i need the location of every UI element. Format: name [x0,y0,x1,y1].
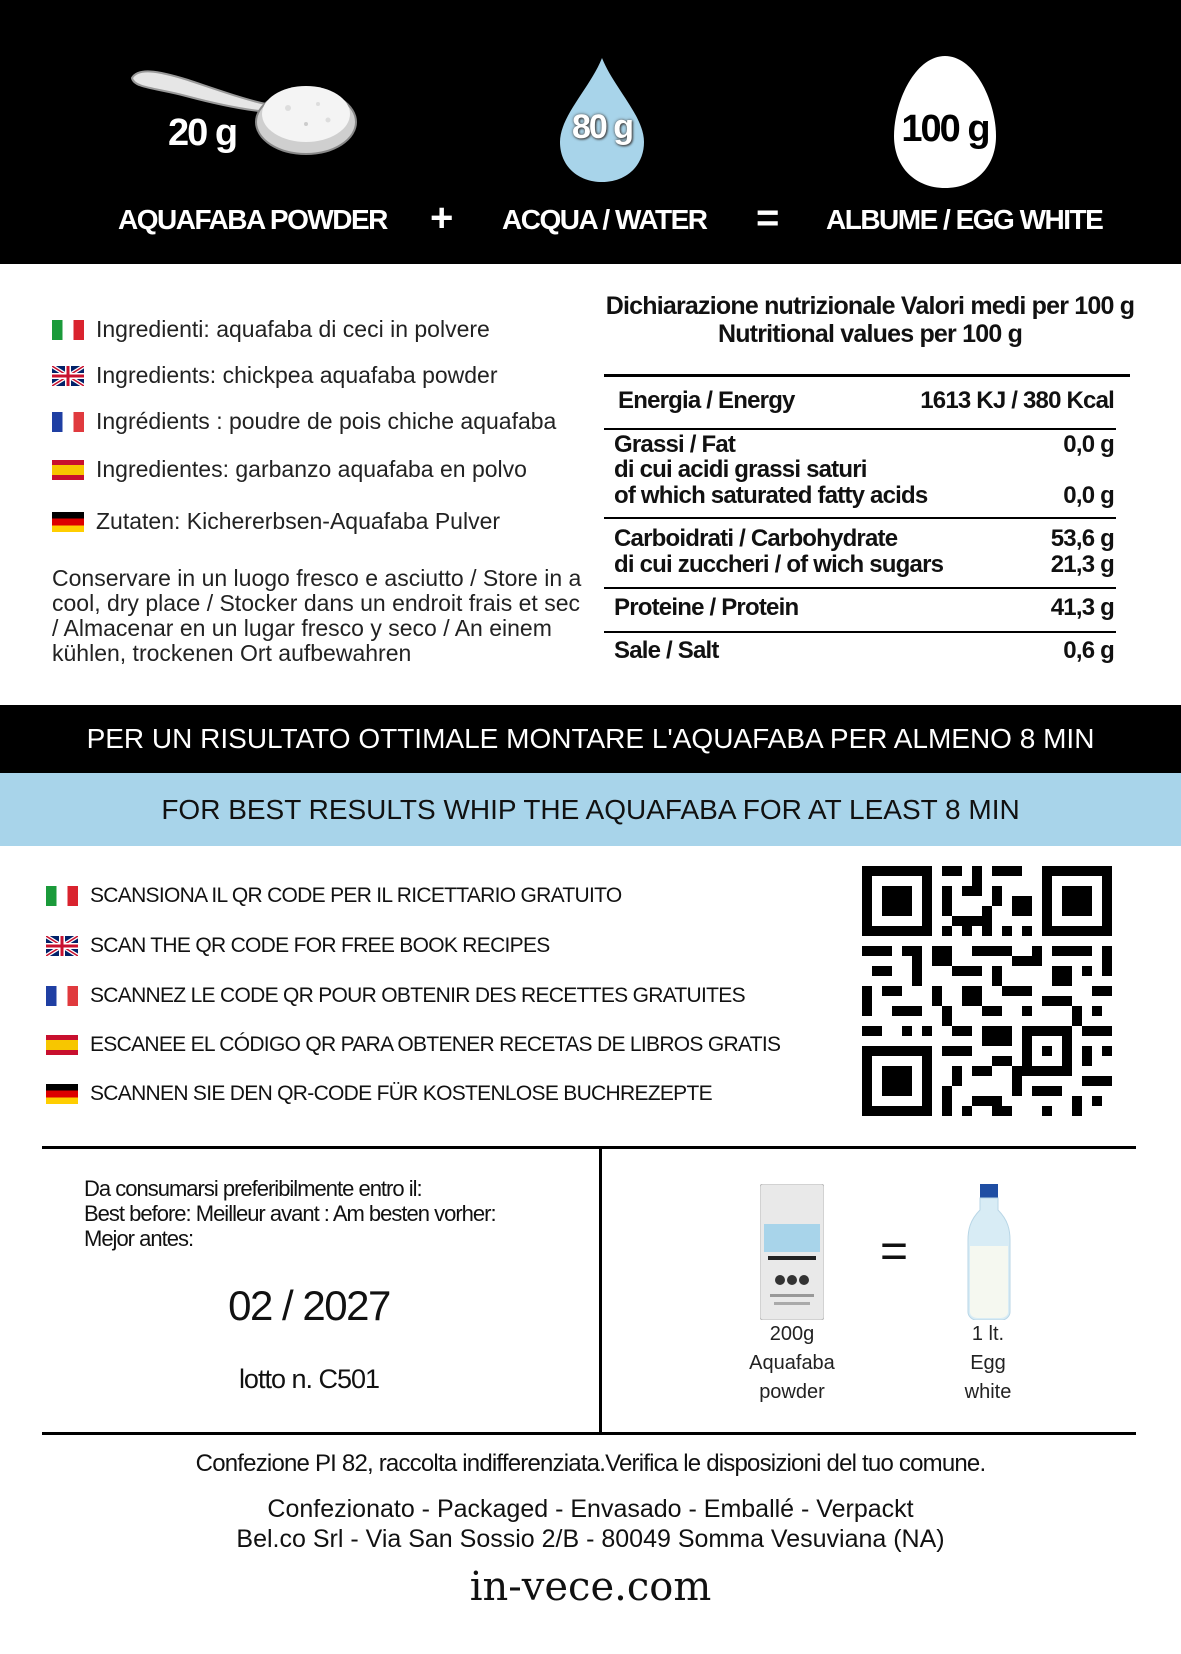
qr-line-fr [46,984,745,1008]
packager-address: Bel.co Srl - Via San Sossio 2/B - 80049 Somma Vesuviana (NA) [236,1525,945,1553]
nutrient-label: of which saturated fatty acids [614,482,928,509]
caption-line: Aquafaba [749,1352,835,1374]
storage-instructions [52,566,612,666]
ingredient-row-it [52,316,490,343]
water-amount: 80 g [571,108,633,146]
ingredient-text: Zutaten: Kichererbsen-Aquafaba Pulver [96,508,501,534]
nutrient-value: 41,3 g [1050,594,1114,621]
ingredient-text: Ingredientes: garbanzo aquafaba en polvo [96,456,527,482]
bag-caption [730,1320,854,1407]
ingredient-row-fr [52,408,556,435]
plus-sign: + [430,196,454,240]
qr-line-text: ESCANEE EL CÓDIGO QR PARA OBTENER RECETAS DE LIBROS GRATIS [90,1033,781,1056]
powder-label: AQUAFABA POWDER [118,204,387,235]
packager-info [0,1494,1181,1554]
qr-line-de [46,1082,712,1106]
caption-line: white [964,1381,1012,1403]
nutrient-label: di cui acidi grassi saturi [614,456,867,483]
caption-line: 1 lt. [971,1323,1005,1345]
qr-line-en [46,934,550,958]
nutrition-title-line: Dichiarazione nutrizionale Valori medi per 100 g [605,292,1135,320]
egg-label: ALBUME / EGG WHITE [826,204,1103,235]
storage-line: / Almacenar en un lugar fresco y seco / An einem [52,615,552,641]
website-link[interactable]: in-vece.com [469,1564,712,1610]
nutrient-label: Energia / Energy [618,387,795,414]
best-before-line: Mejor antes: [84,1226,194,1251]
best-before-date: 02 / 2027 [228,1282,390,1329]
best-before-label [84,1176,496,1251]
packager-line: Confezionato - Packaged - Envasado - Emballé - Verpackt [267,1495,914,1523]
best-before-line: Da consumarsi preferibilmente entro il: [84,1176,422,1201]
nutrient-label: Sale / Salt [614,637,719,664]
ingredient-row-en [52,362,498,389]
nutrition-title [590,292,1150,348]
ingredient-row-es [52,456,527,483]
egg-amount: 100 g [901,108,989,150]
nutrient-value: 21,3 g [1050,551,1114,578]
aquafaba-bag-icon [760,1184,824,1320]
flag-fr-icon [52,412,84,432]
water-label: ACQUA / WATER [502,204,707,235]
nutrient-value: 0,0 g [1063,431,1114,458]
ingredient-text: Ingredients: chickpea aquafaba powder [96,362,498,388]
qr-line-text: SCANSIONA IL QR CODE PER IL RICETTARIO GRATUITO [90,884,622,907]
nutrient-value: 0,6 g [1063,637,1114,664]
nutrient-label: Proteine / Protein [614,594,799,621]
bottle-caption [940,1320,1036,1407]
storage-line: cool, dry place / Stocker dans un endroit frais et sec [52,590,580,616]
flag-es-icon [46,1035,78,1055]
caption-line: Egg [970,1352,1006,1374]
qr-line-text: SCANNEZ LE CODE QR POUR OBTENIR DES RECETTES GRATUITES [90,984,745,1007]
table-rule [604,517,1116,519]
spoon-icon [128,64,368,164]
best-before-line: Best before: Meilleur avant : Am besten vorher: [84,1201,496,1226]
nutrient-value: 1613 KJ / 380 Kcal [920,387,1114,414]
flag-de-icon [52,512,84,532]
nutrient-value: 53,6 g [1050,525,1114,552]
ingredient-row-de [52,508,500,535]
lot-number: lotto n. C501 [238,1364,380,1394]
qr-code-icon[interactable] [862,866,1112,1116]
ingredient-text: Ingredienti: aquafaba di ceci in polvere [96,316,490,342]
flag-es-icon [52,460,84,480]
powder-amount: 20 g [168,112,237,154]
formula-banner [0,0,1181,264]
ingredient-text: Ingrédients : poudre de pois chiche aquafaba [96,408,557,434]
milk-bottle-icon [966,1184,1012,1320]
storage-line: Conservare in un luogo fresco e asciutto / Store in a [52,565,582,591]
recycling-note: Confezione PI 82, raccolta indifferenziata.Verifica le disposizioni del tuo comune. [195,1450,986,1477]
qr-line-es [46,1033,780,1057]
equals-sign: = [880,1225,909,1278]
storage-line: kühlen, trockenen Ort aufbewahren [52,640,412,666]
nutrient-label: Carboidrati / Carbohydrate [614,525,898,552]
flag-de-icon [46,1084,78,1104]
nutrient-label: di cui zuccheri / of wich sugars [614,551,944,578]
table-rule [604,428,1116,430]
flag-it-icon [52,320,84,340]
nutrition-title-line: Nutritional values per 100 g [717,320,1023,348]
flag-uk-icon [46,936,78,956]
divider [42,1432,1136,1435]
nutrient-label: Grassi / Fat [614,431,736,458]
flag-fr-icon [46,986,78,1006]
nutrient-value: 0,0 g [1063,482,1114,509]
qr-line-it [46,884,621,908]
table-rule [604,631,1116,633]
flag-it-icon [46,886,78,906]
table-rule [604,374,1130,377]
divider [42,1146,1136,1149]
equals-sign: = [756,196,780,240]
caption-line: 200g [769,1323,815,1345]
whip-banner-en: FOR BEST RESULTS WHIP THE AQUAFABA FOR AT LEAST 8 MIN [0,773,1181,846]
caption-line: powder [759,1381,825,1403]
whip-banner-it: PER UN RISULTATO OTTIMALE MONTARE L'AQUAFABA PER ALMENO 8 MIN [0,705,1181,773]
flag-uk-icon [52,366,84,386]
qr-line-text: SCAN THE QR CODE FOR FREE BOOK RECIPES [90,934,550,957]
divider [599,1146,602,1433]
qr-line-text: SCANNEN SIE DEN QR-CODE FÜR KOSTENLOSE BUCHREZEPTE [90,1082,712,1105]
table-rule [604,587,1116,589]
